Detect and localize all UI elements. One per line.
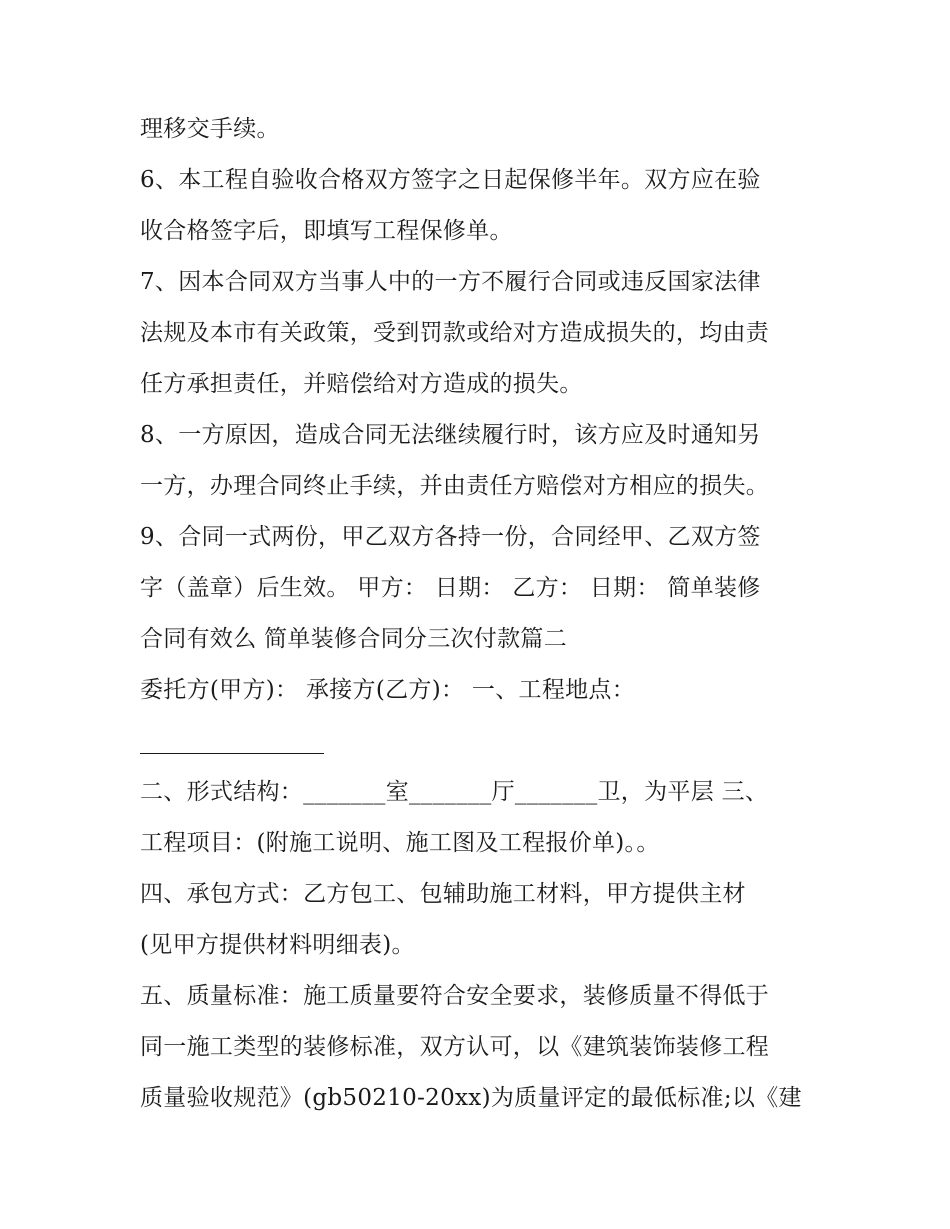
text-line: 五、质量标准：施工质量要符合安全要求，装修质量不得低于 [140, 983, 770, 1009]
text-line: (见甲方提供材料明细表)。 [140, 932, 415, 958]
text-line: 7、因本合同双方当事人中的一方不履行合同或违反国家法律 [140, 269, 761, 295]
text-line: 8、一方原因，造成合同无法继续履行时，该方应及时通知另 [140, 422, 761, 448]
underline-rule [140, 753, 324, 754]
text-line: 6、本工程自验收合格双方签字之日起保修半年。双方应在验 [140, 167, 761, 193]
text-line: 委托方(甲方)： 承接方(乙方)： 一、工程地点： [140, 677, 636, 703]
address-blank [140, 716, 820, 767]
text-line: 二、形式结构：_______室_______厅_______卫，为平层 三、 [140, 779, 769, 805]
text-line: 工程项目：(附施工说明、施工图及工程报价单)。。 [140, 830, 660, 856]
text-line: 法规及本市有关政策，受到罚款或给对方造成损失的，均由责 [140, 320, 770, 346]
text-line: 质量验收规范》(gb50210-20xx)为质量评定的最低标准;以《建 [140, 1085, 802, 1111]
text-line: 任方承担责任，并赔偿给对方造成的损失。 [140, 371, 583, 397]
contract-body [140, 104, 820, 1124]
text-line: 合同有效么 简单装修合同分三次付款篇二 [140, 626, 568, 652]
text-line: 收合格签字后，即填写工程保修单。 [140, 218, 513, 244]
text-line: 同一施工类型的装修标准，双方认可，以《建筑装饰装修工程 [140, 1034, 770, 1060]
text-line: 一方，办理合同终止手续，并由责任方赔偿对方相应的损失。 [140, 473, 770, 499]
text-line: 9、合同一式两份，甲乙双方各持一份，合同经甲、乙双方签 [140, 524, 761, 550]
text-line: 理移交手续。 [140, 116, 280, 142]
text-line: 四、承包方式：乙方包工、包辅助施工材料，甲方提供主材 [140, 881, 746, 907]
text-line: 字（盖章）后生效。 甲方： 日期： 乙方： 日期： 简单装修 [140, 575, 761, 601]
